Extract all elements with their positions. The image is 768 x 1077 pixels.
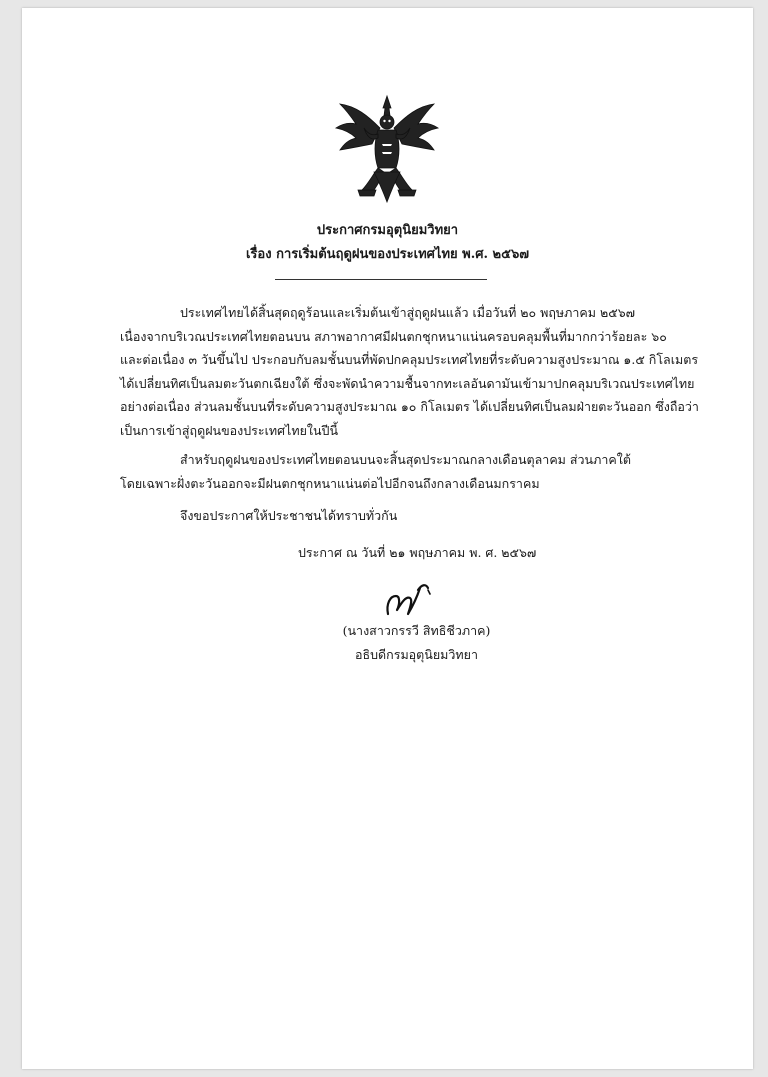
- garuda-emblem: [334, 94, 440, 204]
- paragraph-line: เป็นการเข้าสู่ฤดูฝนของประเทศไทยในปีนี้: [120, 422, 339, 438]
- title-divider: [275, 279, 487, 280]
- body-paragraph-1: [120, 301, 699, 442]
- announcement-subject: เรื่อง การเริ่มต้นฤดูฝนของประเทศไทย พ.ศ. ๒๕๖๗: [245, 247, 529, 262]
- body-paragraph-2: [120, 448, 687, 495]
- announcement-date: ประกาศ ณ วันที่ ๒๑ พฤษภาคม พ. ศ. ๒๕๖๗: [298, 545, 537, 560]
- paragraph-line: ได้เปลี่ยนทิศเป็นลมตะวันตกเฉียงใต้ ซึ่งจะพัดนำความชื้นจากทะเลอันดามันเข้ามาปกคลุมบริเวณประเทศไทย: [120, 375, 695, 391]
- document-page: [22, 8, 753, 1069]
- signer-name: (นางสาวกรรวี สิทธิชีวภาค): [342, 623, 491, 638]
- signer-position: อธิบดีกรมอุตุนิยมวิทยา: [354, 647, 479, 662]
- paragraph-line: และต่อเนื่อง ๓ วันขึ้นไป ประกอบกับลมชั้นบนที่พัดปกคลุมประเทศไทยที่ระดับความสูงประมาณ ๑.๕ กิโลเมตร: [120, 352, 699, 367]
- paragraph-line: จึงขอประกาศให้ประชาชนได้ทราบทั่วกัน: [180, 508, 398, 523]
- announcement-title: ประกาศกรมอุตุนิยมวิทยา: [316, 223, 459, 238]
- handwritten-signature: [370, 580, 436, 622]
- paragraph-line: ประเทศไทยได้สิ้นสุดฤดูร้อนและเริ่มต้นเข้าสู่ฤดูฝนแล้ว เมื่อวันที่ ๒๐ พฤษภาคม ๒๕๖๗: [180, 305, 636, 320]
- paragraph-line: เนื่องจากบริเวณประเทศไทยตอนบน สภาพอากาศมีฝนตกชุกหนาแน่นครอบคลุมพื้นที่มากกว่าร้อยละ ๖๐: [120, 328, 667, 344]
- paragraph-line: สำหรับฤดูฝนของประเทศไทยตอนบนจะสิ้นสุดประมาณกลางเดือนตุลาคม ส่วนภาคใต้: [180, 452, 631, 467]
- body-paragraph-3: [120, 504, 687, 528]
- paragraph-line: โดยเฉพาะฝั่งตะวันออกจะมีฝนตกชุกหนาแน่นต่อไปอีกจนถึงกลางเดือนมกราคม: [120, 475, 540, 491]
- paragraph-line: อย่างต่อเนื่อง ส่วนลมชั้นบนที่ระดับความสูงประมาณ ๑๐ กิโลเมตร ได้เปลี่ยนทิศเป็นลมฝ่ายตะวันออก ซึ่งถือว่า: [120, 399, 699, 414]
